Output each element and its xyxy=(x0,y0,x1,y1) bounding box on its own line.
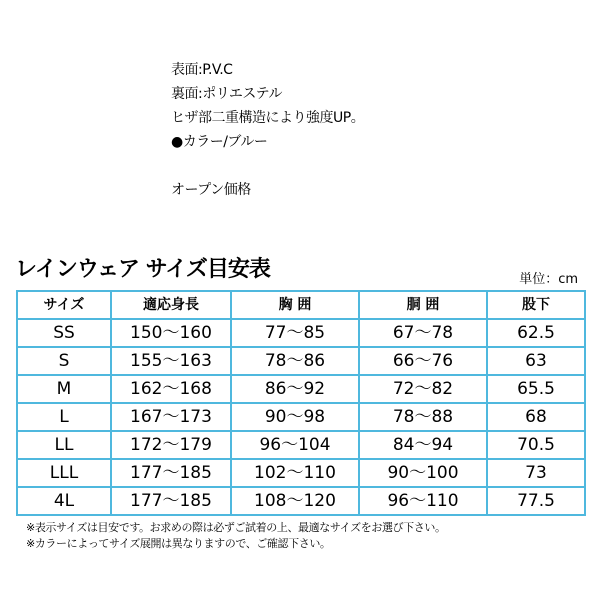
size-table xyxy=(16,290,586,516)
cell-waist: 96～110 xyxy=(359,487,487,515)
table-body xyxy=(17,319,585,515)
header-size: サイズ xyxy=(17,291,111,319)
note-size-guide: ※表示サイズは目安です。お求めの際は必ずご試着の上、最適なサイズをお選び下さい。 xyxy=(26,521,446,534)
cell-inseam: 65.5 xyxy=(487,375,585,403)
header-waist: 胴 囲 xyxy=(359,291,487,319)
note-color-availability: ※カラーによってサイズ展開は異なりますので、ご確認下さい。 xyxy=(26,537,331,550)
unit-label: 単位：cm xyxy=(519,272,578,287)
color-info: ●カラー/ブルー xyxy=(171,134,268,150)
header-inseam: 股下 xyxy=(487,291,585,319)
cell-height: 150～160 xyxy=(111,319,231,347)
size-chart-title: レインウェア サイズ目安表 xyxy=(15,257,270,282)
header-chest: 胸 囲 xyxy=(231,291,359,319)
cell-chest: 77～85 xyxy=(231,319,359,347)
table-row xyxy=(17,431,585,459)
table-row xyxy=(17,487,585,515)
cell-height: 162～168 xyxy=(111,375,231,403)
cell-waist: 84～94 xyxy=(359,431,487,459)
cell-height: 155～163 xyxy=(111,347,231,375)
cell-size: L xyxy=(17,403,111,431)
price-text: オープン価格 xyxy=(171,182,251,198)
cell-height: 167～173 xyxy=(111,403,231,431)
spacer xyxy=(171,154,571,178)
cell-inseam: 68 xyxy=(487,403,585,431)
cell-waist: 67～78 xyxy=(359,319,487,347)
cell-height: 177～185 xyxy=(111,487,231,515)
cell-height: 172～179 xyxy=(111,431,231,459)
cell-chest: 108～120 xyxy=(231,487,359,515)
cell-waist: 66～76 xyxy=(359,347,487,375)
cell-size: 4L xyxy=(17,487,111,515)
cell-size: LLL xyxy=(17,459,111,487)
table-row xyxy=(17,403,585,431)
cell-size: M xyxy=(17,375,111,403)
cell-waist: 72～82 xyxy=(359,375,487,403)
cell-chest: 96～104 xyxy=(231,431,359,459)
cell-size: S xyxy=(17,347,111,375)
table-row xyxy=(17,375,585,403)
cell-size: LL xyxy=(17,431,111,459)
cell-inseam: 63 xyxy=(487,347,585,375)
header-height: 適応身長 xyxy=(111,291,231,319)
surface-material: 表面:P.V.C xyxy=(171,62,233,78)
lining-material: 裏面:ポリエステル xyxy=(171,86,282,102)
cell-chest: 86～92 xyxy=(231,375,359,403)
cell-inseam: 73 xyxy=(487,459,585,487)
notes xyxy=(26,520,586,552)
table-row xyxy=(17,459,585,487)
cell-size: SS xyxy=(17,319,111,347)
table-header-row xyxy=(17,291,585,319)
cell-height: 177～185 xyxy=(111,459,231,487)
table-row xyxy=(17,347,585,375)
knee-feature: ヒザ部二重構造により強度UP。 xyxy=(171,110,365,126)
cell-inseam: 62.5 xyxy=(487,319,585,347)
cell-chest: 78～86 xyxy=(231,347,359,375)
cell-chest: 90～98 xyxy=(231,403,359,431)
cell-inseam: 70.5 xyxy=(487,431,585,459)
cell-chest: 102～110 xyxy=(231,459,359,487)
product-description xyxy=(171,58,571,202)
cell-inseam: 77.5 xyxy=(487,487,585,515)
table-row xyxy=(17,319,585,347)
cell-waist: 78～88 xyxy=(359,403,487,431)
cell-waist: 90～100 xyxy=(359,459,487,487)
